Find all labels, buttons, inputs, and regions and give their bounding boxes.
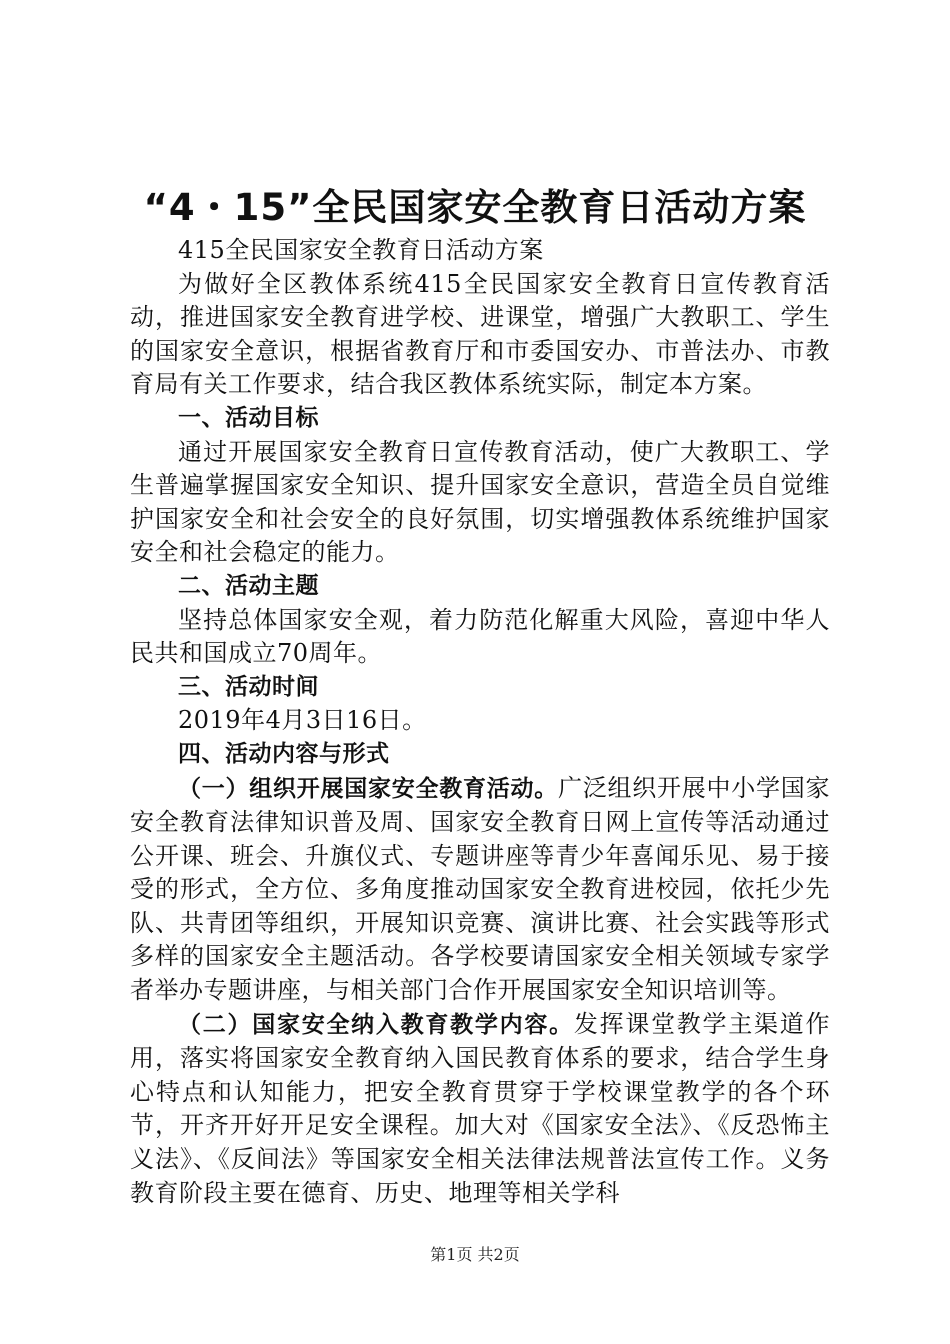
content-item-2-text: 发挥课堂教学主渠道作用，落实将国家安全教育纳入国民教育体系的要求，结合学生身心特点和认知能力，把安全教育贯穿于学校课堂教学的各个环节，开齐开好开足安全课程。加大对《国家安全法》、《反恐怖主义法》、《反间法》等国家安全相关法律法规普法宣传工作。义务教育阶段主要在德育、历史、地理等相关学科 <box>130 1009 831 1207</box>
section-heading-time: 三、活动时间 <box>178 673 319 700</box>
section-text-time: 2019年4月3日16日。 <box>178 706 427 735</box>
content-item-2 <box>130 1008 830 1211</box>
intro-paragraph: 为做好全区教体系统415全民国家安全教育日宣传教育活动，推进国家安全教育进学校、进课堂，增强广大教职工、学生的国家安全意识，根据省教育厅和市委国安办、市普法办、市教育局有关工作要求，结合我区教体系统实际，制定本方案。 <box>130 269 830 399</box>
document-title: “4・15”全民国家安全教育日活动方案 <box>143 186 807 229</box>
content-item-1 <box>130 772 830 1008</box>
section-text-theme: 坚持总体国家安全观，着力防范化解重大风险，喜迎中华人民共和国成立70周年。 <box>130 605 830 668</box>
subtitle: 415全民国家安全教育日活动方案 <box>178 236 544 264</box>
section-heading-goals: 一、活动目标 <box>178 404 319 431</box>
document-body <box>130 234 830 1210</box>
content-item-1-lead: （一）组织开展国家安全教育活动。 <box>178 775 558 802</box>
section-heading-content: 四、活动内容与形式 <box>178 740 390 767</box>
section-text-goals: 通过开展国家安全教育日宣传教育活动，使广大教职工、学生普遍掌握国家安全知识、提升国家安全意识，营造全员自觉维护国家安全和社会安全的良好氛围，切实增强教体系统维护国家安全和社会稳定的能力。 <box>130 437 830 567</box>
content-item-1-text: 广泛组织开展中小学国家安全教育法律知识普及周、国家安全教育日网上宣传等活动通过公开课、班会、升旗仪式、专题讲座等青少年喜闻乐见、易于接受的形式，全方位、多角度推动国家安全教育进校园，依托少先队、共青团等组织，开展知识竞赛、演讲比赛、社会实践等形式多样的国家安全主题活动。各学校要请国家安全相关领域专家学者举办专题讲座，与相关部门合作开展国家安全知识培训等。 <box>130 773 830 1005</box>
page-footer: 第1页 共2页 <box>430 1245 520 1264</box>
section-heading-theme: 二、活动主题 <box>178 572 319 599</box>
content-item-2-lead: （二）国家安全纳入教育教学内容。 <box>178 1011 574 1038</box>
